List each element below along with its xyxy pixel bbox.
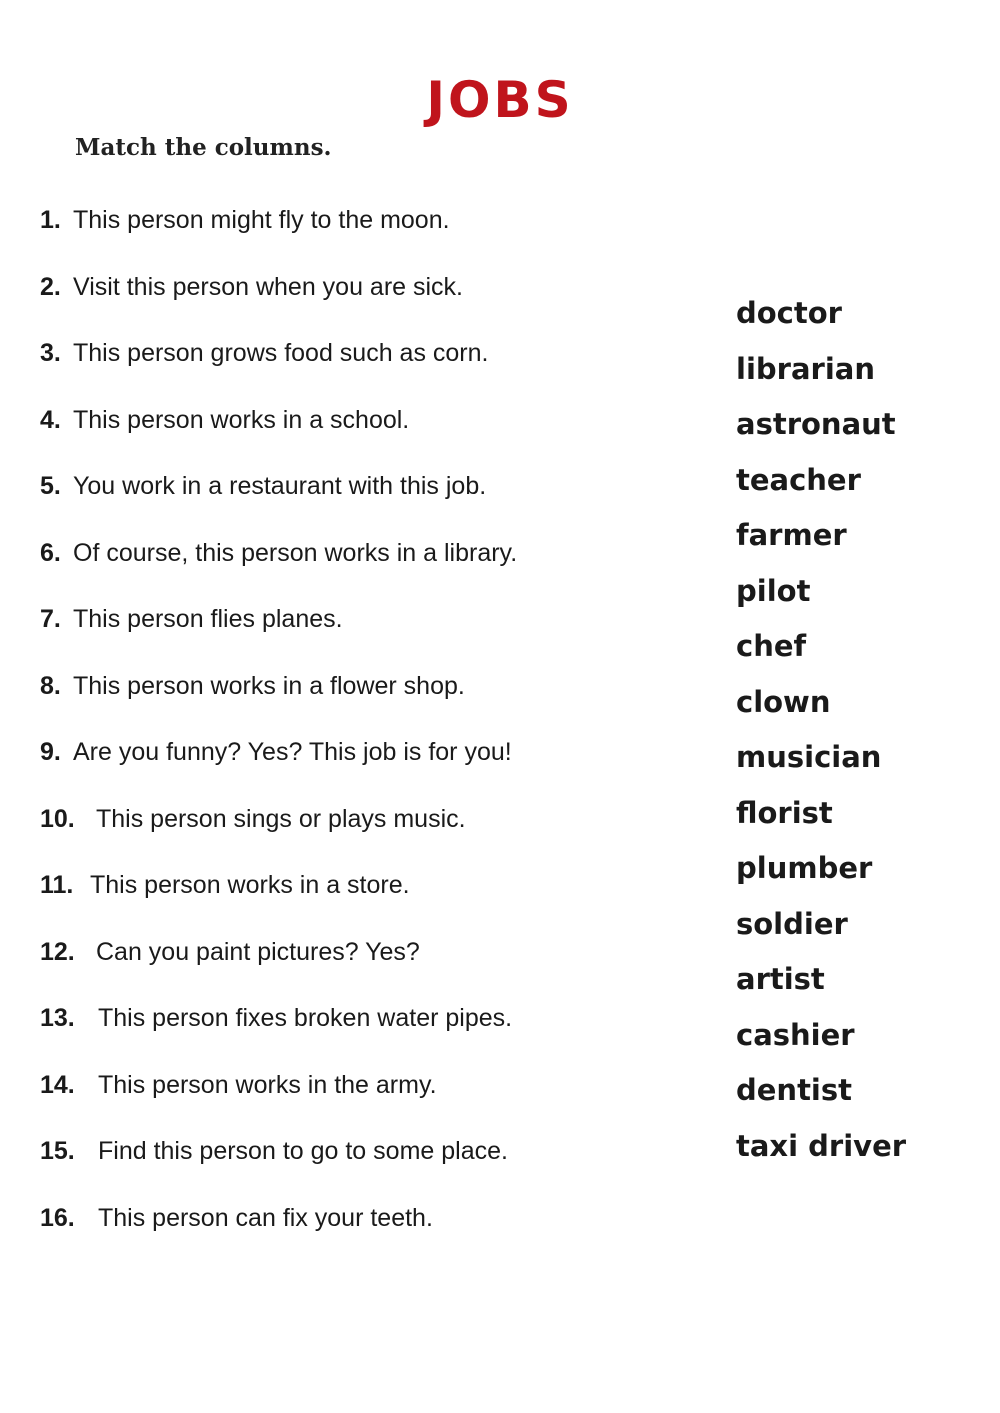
answers-list xyxy=(736,293,906,1181)
question-number: 9. xyxy=(40,738,61,766)
answer-item: pilot xyxy=(736,573,811,608)
question-number: 13. xyxy=(40,1004,75,1032)
question-item xyxy=(40,1068,517,1135)
question-text: Of course, this person works in a library. xyxy=(73,538,518,567)
question-item xyxy=(40,469,517,536)
question-item xyxy=(40,536,517,603)
question-number: 11. xyxy=(40,871,74,899)
question-text: This person works in a store. xyxy=(90,871,410,899)
question-text: Find this person to go to some place. xyxy=(98,1137,508,1165)
question-item xyxy=(40,868,517,935)
question-number: 8. xyxy=(40,671,61,700)
question-item xyxy=(40,270,517,337)
question-number: 6. xyxy=(40,538,61,567)
question-text: This person fixes broken water pipes. xyxy=(98,1004,513,1032)
answer-item: florist xyxy=(736,795,833,830)
question-item xyxy=(40,403,517,470)
question-item xyxy=(40,336,517,403)
answer-item: plumber xyxy=(736,851,873,885)
answer-item: clown xyxy=(736,684,831,719)
question-number: 16. xyxy=(40,1203,75,1232)
question-item xyxy=(40,735,517,802)
answer-item: doctor xyxy=(736,296,842,330)
answer-item: musician xyxy=(736,740,882,774)
question-text: Are you funny? Yes? This job is for you! xyxy=(73,738,512,766)
instruction-text: Match the columns. xyxy=(75,134,332,161)
question-number: 7. xyxy=(40,605,61,633)
page-title: JOBS xyxy=(426,71,574,129)
question-number: 1. xyxy=(40,206,61,234)
question-item xyxy=(40,1201,517,1268)
question-number: 5. xyxy=(40,472,61,500)
question-number: 14. xyxy=(40,1070,75,1099)
question-text: This person grows food such as corn. xyxy=(73,339,489,367)
question-number: 10. xyxy=(40,804,75,833)
answer-item: dentist xyxy=(736,1073,852,1107)
question-item xyxy=(40,935,517,1002)
question-item xyxy=(40,602,517,669)
question-text: This person can fix your teeth. xyxy=(98,1203,433,1232)
question-number: 3. xyxy=(40,339,61,367)
answer-item: teacher xyxy=(736,462,861,497)
answer-item: taxi driver xyxy=(736,1128,907,1163)
question-number: 4. xyxy=(40,405,61,434)
question-text: This person might fly to the moon. xyxy=(73,206,450,234)
question-item xyxy=(40,1134,517,1201)
question-text: Can you paint pictures? Yes? xyxy=(96,937,420,966)
question-text: This person works in a school. xyxy=(73,405,410,434)
answer-item: artist xyxy=(736,962,825,996)
question-text: Visit this person when you are sick. xyxy=(73,272,464,301)
question-number: 15. xyxy=(40,1137,75,1165)
answer-item: chef xyxy=(736,629,807,663)
question-text: This person flies planes. xyxy=(73,605,343,633)
answer-item: farmer xyxy=(736,518,847,552)
question-text: This person works in a flower shop. xyxy=(73,671,465,700)
question-text: This person sings or plays music. xyxy=(96,804,466,833)
answer-item: soldier xyxy=(736,906,848,941)
question-item xyxy=(40,802,517,869)
question-item xyxy=(40,669,517,736)
question-text: This person works in the army. xyxy=(98,1070,437,1099)
question-number: 2. xyxy=(40,272,61,301)
answer-item: librarian xyxy=(736,351,875,386)
question-text: You work in a restaurant with this job. xyxy=(73,472,487,500)
question-item xyxy=(40,203,517,270)
question-number: 12. xyxy=(40,937,75,966)
answer-item: cashier xyxy=(736,1017,855,1052)
question-item xyxy=(40,1001,517,1068)
answer-item: astronaut xyxy=(736,407,896,441)
questions-list xyxy=(40,203,517,1267)
